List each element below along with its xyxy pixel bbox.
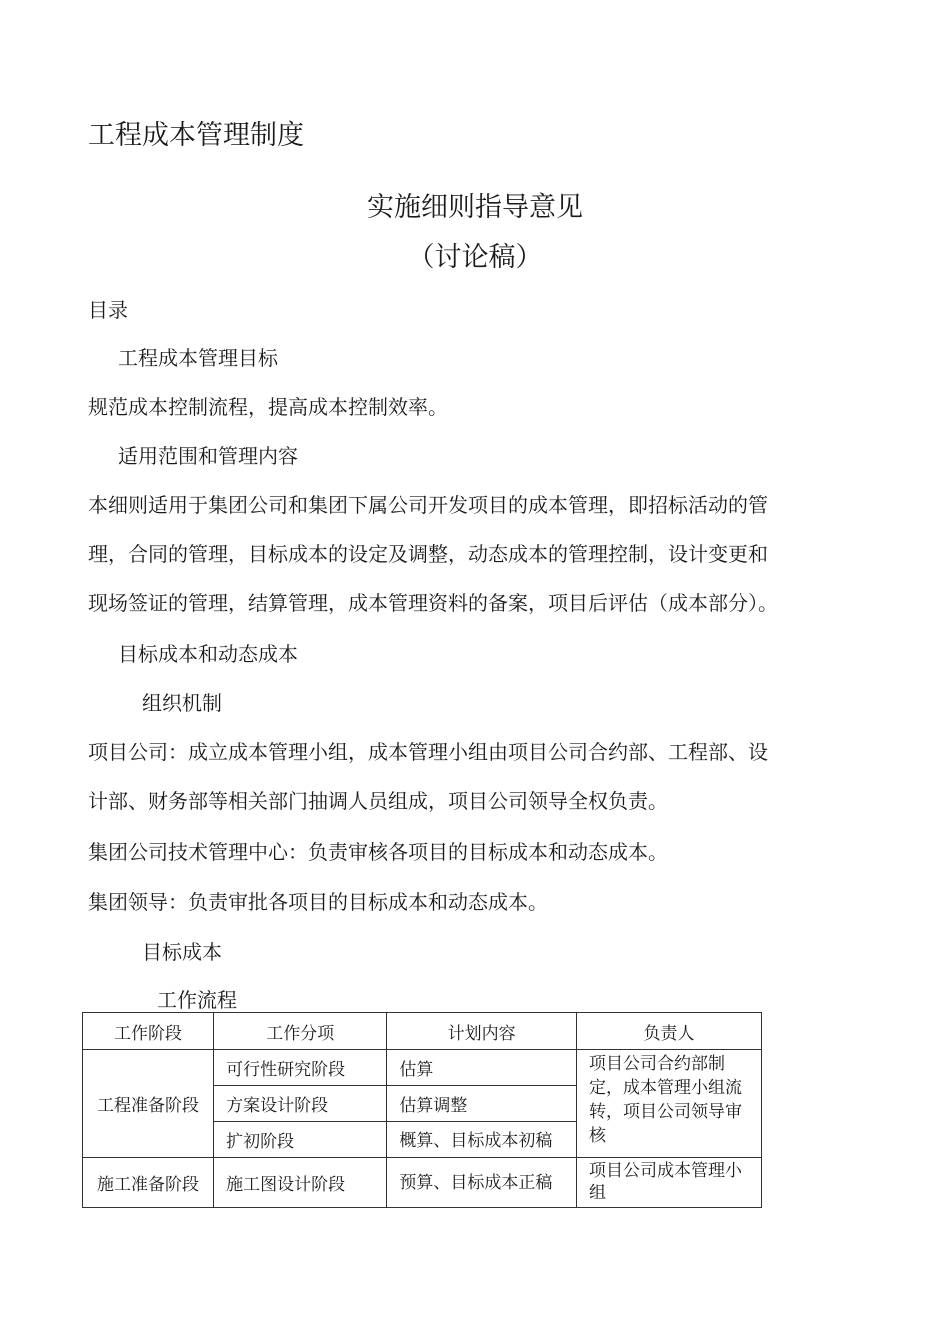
org-heading: 组织机制 xyxy=(142,691,222,715)
scope-heading: 适用范围和管理内容 xyxy=(118,444,298,468)
construction-owner-cell: 项目公司成本管理小组 xyxy=(577,1158,762,1208)
item-cell: 方案设计阶段 xyxy=(214,1086,387,1122)
plan-cell-text: 概算、目标成本初稿 xyxy=(399,1130,553,1151)
header-plan: 计划内容 xyxy=(387,1013,577,1050)
target-dynamic-heading: 目标成本和动态成本 xyxy=(118,642,298,666)
org-line: 项目公司：成立成本管理小组，成本管理小组由项目公司合约部、工程部、设 xyxy=(88,740,768,764)
tech-center-text: 集团公司技术管理中心：负责审核各项目的目标成本和动态成本。 xyxy=(88,840,668,864)
table-header-row xyxy=(83,1013,762,1050)
sub-title: （讨论稿） xyxy=(407,242,543,273)
scope-line: 现场签证的管理，结算管理，成本管理资料的备案，项目后评估（成本部分）。 xyxy=(88,591,778,615)
table-row xyxy=(83,1158,762,1208)
plan-cell: 预算、目标成本正稿 xyxy=(387,1158,577,1208)
goal-text: 规范成本控制流程，提高成本控制效率。 xyxy=(88,395,448,419)
workflow-table xyxy=(82,1012,762,1208)
goal-heading: 工程成本管理目标 xyxy=(118,346,278,370)
toc-label: 目录 xyxy=(88,298,128,322)
header-stage: 工作阶段 xyxy=(83,1013,214,1050)
scope-line: 理，合同的管理，目标成本的设定及调整，动态成本的管理控制，设计变更和 xyxy=(88,542,768,566)
item-cell: 施工图设计阶段 xyxy=(214,1158,387,1208)
org-paragraph xyxy=(88,728,768,826)
header-item: 工作分项 xyxy=(214,1013,387,1050)
scope-paragraph xyxy=(88,481,778,628)
table-row xyxy=(83,1050,762,1086)
item-cell: 扩初阶段 xyxy=(214,1122,387,1158)
scope-line: 本细则适用于集团公司和集团下属公司开发项目的成本管理，即招标活动的管 xyxy=(88,493,768,517)
leader-text: 集团领导：负责审批各项目的目标成本和动态成本。 xyxy=(88,890,548,914)
plan-cell: 估算 xyxy=(387,1050,577,1086)
prep-stage-cell: 工程准备阶段 xyxy=(83,1050,214,1158)
prep-owner-cell: 项目公司合约部制定，成本管理小组流转，项目公司领导审核 xyxy=(577,1050,762,1158)
plan-cell: 估算调整 xyxy=(387,1086,577,1122)
org-line: 计部、财务部等相关部门抽调人员组成，项目公司领导全权负责。 xyxy=(88,789,668,813)
construction-stage-cell: 施工准备阶段 xyxy=(83,1158,214,1208)
target-cost-heading: 目标成本 xyxy=(142,940,222,964)
item-cell: 可行性研究阶段 xyxy=(214,1050,387,1086)
header-owner: 负责人 xyxy=(577,1013,762,1050)
main-title: 实施细则指导意见 xyxy=(367,192,583,223)
document-title: 工程成本管理制度 xyxy=(88,120,304,151)
workflow-heading: 工作流程 xyxy=(157,988,237,1012)
plan-cell xyxy=(387,1122,577,1158)
